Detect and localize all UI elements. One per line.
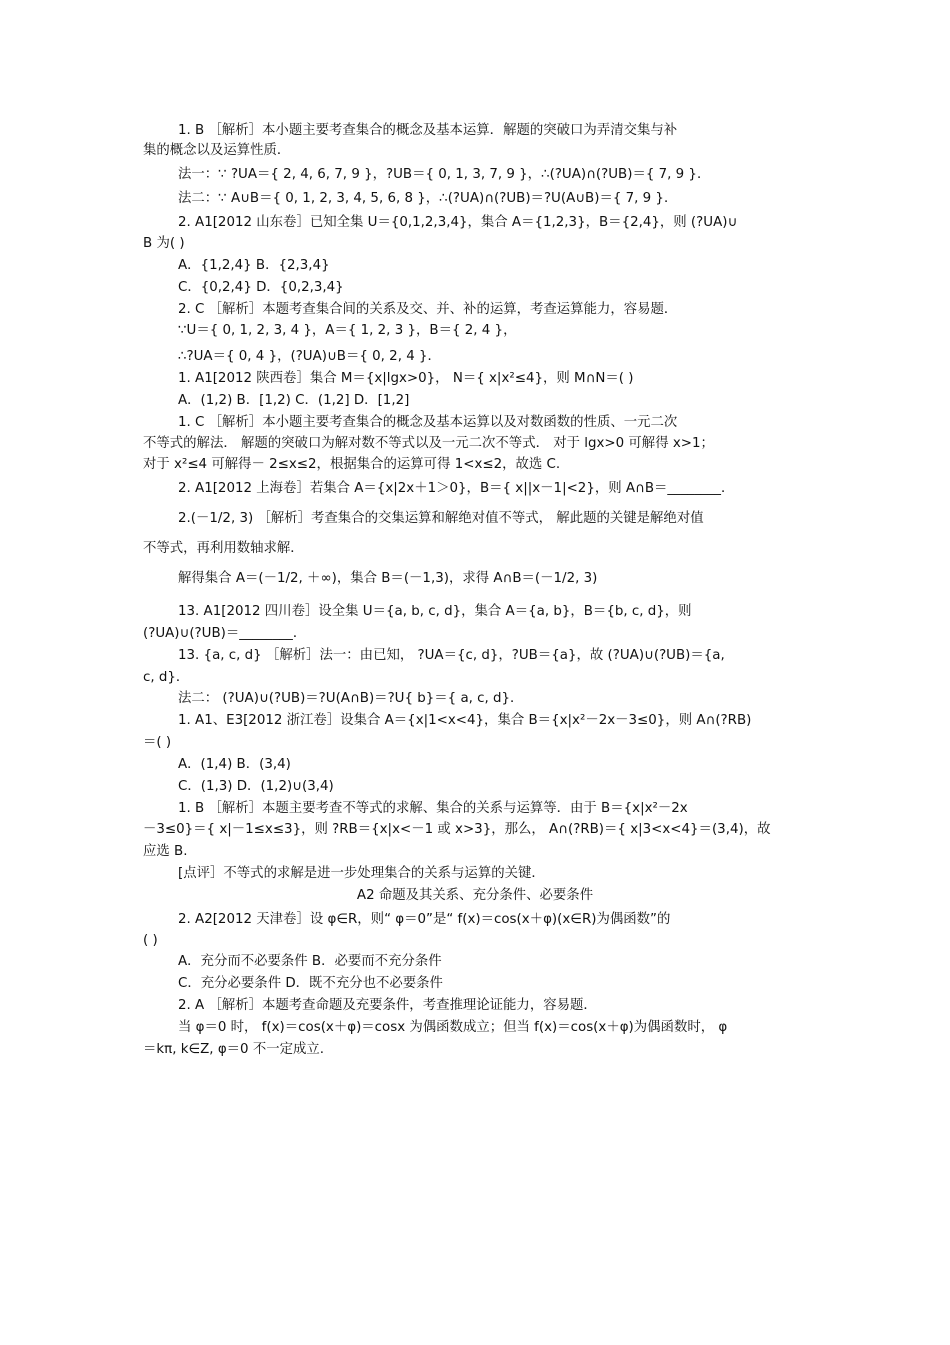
- text-line: C．充分必要条件 D．既不充分也不必要条件: [178, 976, 443, 991]
- text-line: A．充分而不必要条件 B．必要而不充分条件: [178, 954, 442, 969]
- text-line: c, d}．: [143, 670, 190, 685]
- text-line: 1. B ［解析］本小题主要考查集合的概念及基本运算．解题的突破口为弄清交集与补: [178, 123, 678, 138]
- text-line: 集的概念以及运算性质．: [143, 143, 291, 158]
- text-line: 应选 B.: [143, 844, 188, 859]
- text-line: A．(1,2) B．[1,2) C．(1,2] D．[1,2]: [178, 393, 410, 408]
- text-line: 对于 x²≤4 可解得－ 2≤x≤2，根据集合的运算可得 1<x≤2，故选 C.: [143, 457, 561, 472]
- text-line: 13. A1[2012 四川卷］设全集 U＝{a, b, c, d}，集合 A＝{a, b}，B＝{b, c, d}，则: [178, 604, 692, 619]
- text-line: 2. C ［解析］本题考查集合间的关系及交、并、补的运算，考查运算能力，容易题．: [178, 302, 678, 317]
- text-line: 解得集合 A＝(－1/2, ＋∞)，集合 B＝(－1,3)，求得 A∩B＝(－1/2, 3): [178, 571, 598, 586]
- text-line: 2. A ［解析］本题考查命题及充要条件，考查推理论证能力，容易题．: [178, 998, 597, 1013]
- text-line: 法一：∵ ?UA＝{ 2, 4, 6, 7, 9 }，?UB＝{ 0, 1, 3, 7, 9 }，∴(?UA)∩(?UB)＝{ 7, 9 }．: [178, 167, 711, 182]
- text-line: 法二： (?UA)∪(?UB)＝?U(A∩B)＝?U{ b}＝{ a, c, d}．: [178, 691, 524, 706]
- text-line: 1. C ［解析］本小题主要考查集合的概念及基本运算以及对数函数的性质、一元二次: [178, 415, 678, 430]
- text-line: 当 φ＝0 时， f(x)＝cos(x＋φ)＝cosx 为偶函数成立；但当 f(x)＝cos(x＋φ)为偶函数时， φ: [178, 1020, 728, 1035]
- text-line: 2. A1[2012 山东卷］已知全集 U＝{0,1,2,3,4}，集合 A＝{1,2,3}，B＝{2,4}，则 (?UA)∪: [178, 215, 738, 230]
- text-line: 1. B ［解析］本题主要考查不等式的求解、集合的关系与运算等．由于 B＝{x|x²－2x: [178, 801, 688, 816]
- text-line: ∵U＝{ 0, 1, 2, 3, 4 }，A＝{ 1, 2, 3 }，B＝{ 2, 4 }，: [178, 323, 517, 338]
- text-line: 2.(－1/2, 3) ［解析］考查集合的交集运算和解绝对值不等式， 解此题的关键是解绝对值: [178, 511, 704, 526]
- text-line: 1. A1、E3[2012 浙江卷］设集合 A＝{x|1<x<4}，集合 B＝{x|x²－2x－3≤0}，则 A∩(?RB): [178, 713, 752, 728]
- text-line: ( ): [143, 933, 158, 948]
- text-line: 2. A2[2012 天津卷］设 φ∈R，则“ φ＝0”是“ f(x)＝cos(x＋φ)(x∈R)为偶函数”的: [178, 912, 671, 927]
- text-line: 不等式的解法． 解题的突破口为解对数不等式以及一元二次不等式． 对于 lgx>0 可解得 x>1；: [143, 436, 714, 451]
- text-line: C．{0,2,4} D．{0,2,3,4}: [178, 280, 344, 295]
- text-line: [点评］不等式的求解是进一步处理集合的关系与运算的关键．: [178, 866, 545, 881]
- text-line: －3≤0}＝{ x|－1≤x≤3}，则 ?RB＝{x|x<－1 或 x>3}，那么， A∩(?RB)＝{ x|3<x<4}＝(3,4)，故: [143, 822, 771, 837]
- text-line: ＝( ): [143, 735, 172, 750]
- text-line: 法二：∵ A∪B＝{ 0, 1, 2, 3, 4, 5, 6, 8 }，∴(?UA)∩(?UB)＝?U(A∪B)＝{ 7, 9 }．: [178, 191, 678, 206]
- text-line: 不等式，再利用数轴求解．: [143, 541, 304, 556]
- text-line: ＝kπ, k∈Z, φ＝0 不一定成立.: [143, 1042, 325, 1057]
- text-line: 1. A1[2012 陕西卷］集合 M＝{x|lgx>0}， N＝{ x|x²≤4}，则 M∩N＝( ): [178, 371, 634, 386]
- text-line: B 为( ): [143, 236, 185, 251]
- text-line: ∴?UA＝{ 0, 4 }，(?UA)∪B＝{ 0, 2, 4 }．: [178, 349, 441, 364]
- text-line: (?UA)∪(?UB)＝________．: [143, 626, 307, 641]
- text-line: A．(1,4) B．(3,4): [178, 757, 291, 772]
- section-heading: A2 命题及其关系、充分条件、必要条件: [356, 888, 594, 903]
- text-line: 13. {a, c, d} ［解析］法一：由已知， ?UA＝{c, d}，?UB＝{a}，故 (?UA)∪(?UB)＝{a,: [178, 648, 725, 663]
- text-line: C．(1,3) D．(1,2)∪(3,4): [178, 779, 334, 794]
- text-line: A．{1,2,4} B．{2,3,4}: [178, 258, 330, 273]
- text-line: 2. A1[2012 上海卷］若集合 A＝{x|2x＋1＞0}，B＝{ x||x－1|<2}，则 A∩B＝________．: [178, 481, 735, 496]
